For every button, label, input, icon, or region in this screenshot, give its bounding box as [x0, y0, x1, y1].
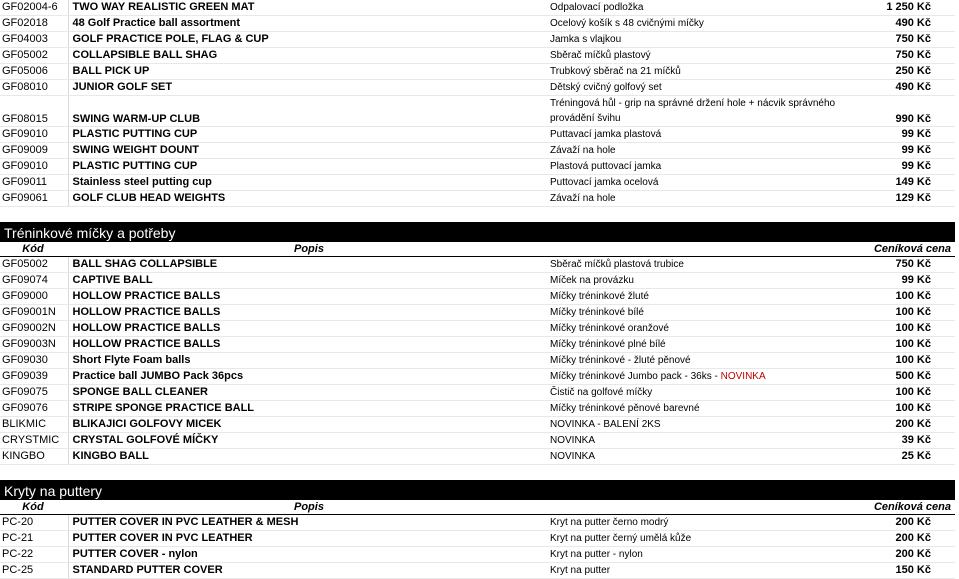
- product-code: GF09076: [0, 401, 68, 417]
- product-code: GF05006: [0, 64, 68, 80]
- product-code: PC-22: [0, 547, 68, 563]
- product-price: 100 Kč: [848, 337, 955, 353]
- product-name: SWING WEIGHT DOUNT: [68, 143, 548, 159]
- product-description: Míčky tréninkové oranžové: [548, 321, 848, 337]
- table-row: [0, 257, 955, 273]
- product-name: KINGBO BALL: [68, 449, 548, 465]
- table-row: [0, 32, 955, 48]
- table-row: [0, 369, 955, 385]
- product-code: PC-20: [0, 515, 68, 531]
- product-description: Sběrač míčků plastový: [548, 48, 848, 64]
- product-name: PLASTIC PUTTING CUP: [68, 159, 548, 175]
- product-description: Plastová puttovací jamka: [548, 159, 848, 175]
- product-code: GF09010: [0, 127, 68, 143]
- product-price: 99 Kč: [848, 143, 955, 159]
- table-row: [0, 515, 955, 531]
- product-price: 990 Kč: [848, 96, 955, 127]
- table-row: [0, 191, 955, 207]
- product-description: Závaží na hole: [548, 191, 848, 207]
- product-table-putter-covers: [0, 500, 955, 579]
- table-row: [0, 289, 955, 305]
- table-row: [0, 353, 955, 369]
- table-row: [0, 64, 955, 80]
- product-code: GF02004-6: [0, 0, 68, 16]
- product-name: COLLAPSIBLE BALL SHAG: [68, 48, 548, 64]
- table-row: [0, 159, 955, 175]
- product-price: 100 Kč: [848, 321, 955, 337]
- product-description: Kryt na putter - nylon: [548, 547, 848, 563]
- product-price: 490 Kč: [848, 16, 955, 32]
- product-name: Stainless steel putting cup: [68, 175, 548, 191]
- product-description: Kryt na putter: [548, 563, 848, 579]
- product-price: 100 Kč: [848, 401, 955, 417]
- product-price: 100 Kč: [848, 385, 955, 401]
- product-description: Míček na provázku: [548, 273, 848, 289]
- product-price: 39 Kč: [848, 433, 955, 449]
- product-price: 25 Kč: [848, 449, 955, 465]
- product-description: Míčky tréninkové pěnové barevné: [548, 401, 848, 417]
- table-row: [0, 143, 955, 159]
- product-name: BLIKAJICI GOLFOVY MICEK: [68, 417, 548, 433]
- product-code: GF09030: [0, 353, 68, 369]
- table-row: [0, 401, 955, 417]
- product-name: PUTTER COVER IN PVC LEATHER & MESH: [68, 515, 548, 531]
- product-name: TWO WAY REALISTIC GREEN MAT: [68, 0, 548, 16]
- product-code: GF09011: [0, 175, 68, 191]
- product-name: GOLF PRACTICE POLE, FLAG & CUP: [68, 32, 548, 48]
- product-code: GF09061: [0, 191, 68, 207]
- product-name: BALL SHAG COLLAPSIBLE: [68, 257, 548, 273]
- product-price: 200 Kč: [848, 531, 955, 547]
- description-text: Míčky tréninkové Jumbo pack - 36ks -: [550, 371, 721, 382]
- product-code: PC-25: [0, 563, 68, 579]
- table-row: [0, 433, 955, 449]
- product-description: Ocelový košík s 48 cvičnými míčky: [548, 16, 848, 32]
- product-code: GF09002N: [0, 321, 68, 337]
- product-price: 490 Kč: [848, 80, 955, 96]
- section-title-training-balls: Tréninkové míčky a potřeby: [0, 222, 955, 242]
- product-price: 99 Kč: [848, 159, 955, 175]
- product-name: GOLF CLUB HEAD WEIGHTS: [68, 191, 548, 207]
- product-code: BLIKMIC: [0, 417, 68, 433]
- product-description: NOVINKA: [548, 433, 848, 449]
- product-code: GF05002: [0, 257, 68, 273]
- product-description: Čistič na golfové míčky: [548, 385, 848, 401]
- product-code: CRYSTMIC: [0, 433, 68, 449]
- product-description: Míčky tréninkové žluté: [548, 289, 848, 305]
- table-row: [0, 80, 955, 96]
- product-description: NOVINKA - BALENÍ 2KS: [548, 417, 848, 433]
- product-name: PLASTIC PUTTING CUP: [68, 127, 548, 143]
- product-name: Short Flyte Foam balls: [68, 353, 548, 369]
- product-code: GF09001N: [0, 305, 68, 321]
- product-description: [548, 369, 848, 385]
- product-name: HOLLOW PRACTICE BALLS: [68, 337, 548, 353]
- product-name: JUNIOR GOLF SET: [68, 80, 548, 96]
- product-price: 750 Kč: [848, 257, 955, 273]
- table-row: [0, 305, 955, 321]
- product-name: SWING WARM-UP CLUB: [68, 96, 548, 127]
- product-code: GF09009: [0, 143, 68, 159]
- product-code: GF08015: [0, 96, 68, 127]
- product-price: 200 Kč: [848, 417, 955, 433]
- product-name: HOLLOW PRACTICE BALLS: [68, 289, 548, 305]
- product-name: PUTTER COVER IN PVC LEATHER: [68, 531, 548, 547]
- table-row: [0, 127, 955, 143]
- product-description: Trubkový sběrač na 21 míčků: [548, 64, 848, 80]
- table-row: [0, 175, 955, 191]
- product-price: 1 250 Kč: [848, 0, 955, 16]
- product-price: 200 Kč: [848, 515, 955, 531]
- product-description: Míčky tréninkové plné bílé: [548, 337, 848, 353]
- column-header-row: [0, 242, 955, 257]
- product-code: GF02018: [0, 16, 68, 32]
- product-description: Tréningová hůl - grip na správné držení hole + nácvik správného provádění švihu: [548, 96, 848, 127]
- table-row: [0, 273, 955, 289]
- product-table-top: [0, 0, 955, 207]
- product-name: STRIPE SPONGE PRACTICE BALL: [68, 401, 548, 417]
- table-row: [0, 0, 955, 16]
- product-code: KINGBO: [0, 449, 68, 465]
- table-row: [0, 16, 955, 32]
- product-code: GF04003: [0, 32, 68, 48]
- product-code: GF09000: [0, 289, 68, 305]
- section-title-putter-covers: Kryty na puttery: [0, 480, 955, 500]
- section-spacer: [0, 465, 959, 480]
- column-header-description: Popis: [68, 500, 548, 515]
- column-header-price: Ceníková cena: [848, 242, 955, 257]
- table-row: [0, 417, 955, 433]
- product-price: 100 Kč: [848, 353, 955, 369]
- product-price: 500 Kč: [848, 369, 955, 385]
- product-name: STANDARD PUTTER COVER: [68, 563, 548, 579]
- column-header-price: Ceníková cena: [848, 500, 955, 515]
- product-name: HOLLOW PRACTICE BALLS: [68, 305, 548, 321]
- product-price: 99 Kč: [848, 127, 955, 143]
- product-description: Závaží na hole: [548, 143, 848, 159]
- product-name: 48 Golf Practice ball assortment: [68, 16, 548, 32]
- product-table-training: [0, 242, 955, 465]
- product-description: Sběrač míčků plastová trubice: [548, 257, 848, 273]
- product-price: 99 Kč: [848, 273, 955, 289]
- product-code: GF09039: [0, 369, 68, 385]
- product-name: Practice ball JUMBO Pack 36pcs: [68, 369, 548, 385]
- column-header-code: Kód: [0, 242, 68, 257]
- table-row: [0, 385, 955, 401]
- column-header-description: Popis: [68, 242, 548, 257]
- product-code: GF08010: [0, 80, 68, 96]
- product-code: GF09003N: [0, 337, 68, 353]
- product-name: BALL PICK UP: [68, 64, 548, 80]
- product-price: 250 Kč: [848, 64, 955, 80]
- product-price: 100 Kč: [848, 305, 955, 321]
- product-name: CRYSTAL GOLFOVÉ MÍČKY: [68, 433, 548, 449]
- product-name: HOLLOW PRACTICE BALLS: [68, 321, 548, 337]
- table-row: [0, 321, 955, 337]
- product-code: GF09074: [0, 273, 68, 289]
- new-badge-text: NOVINKA: [720, 371, 766, 382]
- product-description: Puttovací jamka ocelová: [548, 175, 848, 191]
- product-price: 100 Kč: [848, 289, 955, 305]
- product-code: GF09010: [0, 159, 68, 175]
- product-code: GF09075: [0, 385, 68, 401]
- product-description: Kryt na putter černo modrý: [548, 515, 848, 531]
- product-price: 129 Kč: [848, 191, 955, 207]
- product-price: 149 Kč: [848, 175, 955, 191]
- product-description: Dětský cvičný golfový set: [548, 80, 848, 96]
- product-description: Puttavací jamka plastová: [548, 127, 848, 143]
- section-spacer: [0, 207, 959, 222]
- product-description: Odpalovací podložka: [548, 0, 848, 16]
- column-header-row: [0, 500, 955, 515]
- product-code: PC-21: [0, 531, 68, 547]
- table-row: [0, 449, 955, 465]
- product-code: GF05002: [0, 48, 68, 64]
- product-description: NOVINKA: [548, 449, 848, 465]
- product-price: 150 Kč: [848, 563, 955, 579]
- table-row: [0, 531, 955, 547]
- product-description: Kryt na putter černý umělá kůže: [548, 531, 848, 547]
- product-name: CAPTIVE BALL: [68, 273, 548, 289]
- product-name: PUTTER COVER - nylon: [68, 547, 548, 563]
- product-price: 200 Kč: [848, 547, 955, 563]
- product-name: SPONGE BALL CLEANER: [68, 385, 548, 401]
- product-description: Míčky tréninkové - žluté pěnové: [548, 353, 848, 369]
- product-price: 750 Kč: [848, 32, 955, 48]
- table-row: [0, 48, 955, 64]
- product-price: 750 Kč: [848, 48, 955, 64]
- column-header-code: Kód: [0, 500, 68, 515]
- table-row: [0, 337, 955, 353]
- table-row: [0, 547, 955, 563]
- table-row: [0, 563, 955, 579]
- product-description: Jamka s vlajkou: [548, 32, 848, 48]
- product-description: Míčky tréninkové bílé: [548, 305, 848, 321]
- table-row: [0, 96, 955, 127]
